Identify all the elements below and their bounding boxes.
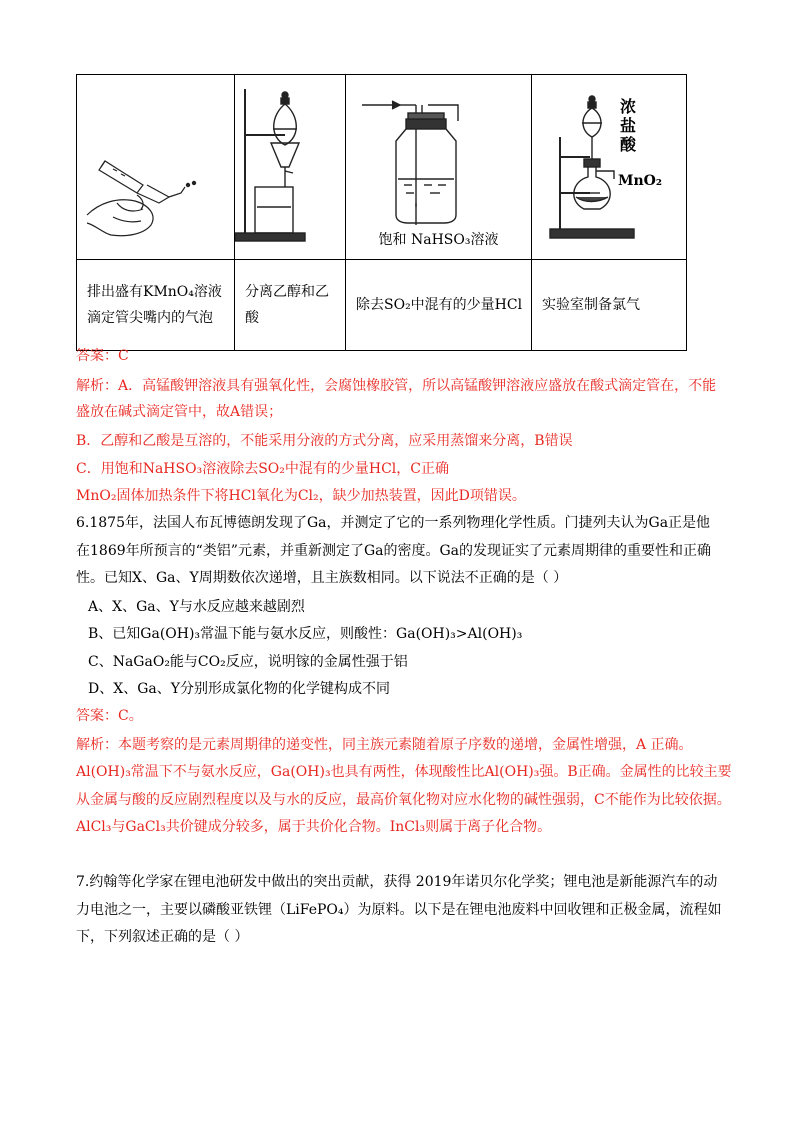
q7-stem-line-3: 下，下列叙述正确的是（ ） bbox=[76, 929, 249, 945]
q5-analysis-line-3: B．乙醇和乙酸是互溶的，不能采用分液的方式分离，应采用蒸馏来分离，B错误 bbox=[76, 433, 573, 449]
q6-stem-line-2: 在1869年所预言的“类铝”元素，并重新测定了Ga的密度。Ga的发现证实了元素周期律的重要性和正确 bbox=[76, 543, 712, 559]
apparatus-descriptions-row bbox=[77, 260, 687, 351]
figure-separatory-funnel-cell bbox=[235, 75, 346, 260]
q6-analysis-line-2: Al(OH)₃常温下不与氨水反应，Ga(OH)₃也具有两性，体现酸性比Al(OH)₃强。B正确。金属性的比较主要 bbox=[76, 764, 732, 780]
q5-analysis-line-5: MnO₂固体加热条件下将HCl氧化为Cl₂，缺少加热装置，因此D项错误。 bbox=[76, 488, 526, 504]
description-cell-2: 分离乙醇和乙酸 bbox=[235, 260, 346, 351]
q6-analysis-line-4: AlCl₃与GaCl₃共价键成分较多，属于共价化合物。InCl₃则属于离子化合物。 bbox=[76, 819, 552, 835]
q6-stem-line-1: 6.1875年，法国人布瓦博德朗发现了Ga，并测定了它的一系列物理化学性质。门捷列夫认为Ga正是他 bbox=[76, 515, 711, 531]
figure-chlorine-apparatus-cell bbox=[532, 75, 687, 260]
hydrochloric-acid-label: 浓盐酸 bbox=[620, 97, 637, 154]
q6-answer: 答案：C。 bbox=[76, 708, 143, 724]
q6-analysis-line-3: 从金属与酸的反应剧烈程度以及与水的反应，最高价氧化物对应水化物的碱性强弱，C不能作为比较依据。 bbox=[76, 792, 731, 808]
q6-stem-line-3: 性。已知X、Ga、Y周期数依次递增，且主族数相同。以下说法不正确的是（ ） bbox=[76, 570, 568, 586]
figure-caption: 饱和 NaHSO₃溶液 bbox=[378, 232, 499, 248]
q5-analysis-line-1: 解析：A．高锰酸钾溶液具有强氧化性，会腐蚀橡胶管，所以高锰酸钾溶液应盛放在酸式滴定管在，不能 bbox=[76, 378, 717, 394]
description-cell-3: 除去SO₂中混有的少量HCl bbox=[346, 260, 532, 351]
apparatus-table bbox=[76, 74, 687, 351]
apparatus-figures-row bbox=[77, 75, 687, 260]
q7-stem-line-2: 力电池之一，主要以磷酸亚铁锂（LiFePO₄）为原料。以下是在锂电池废料中回收锂和正极金属，流程如 bbox=[76, 902, 722, 918]
q7-stem-line-1: 7.约翰等化学家在锂电池研发中做出的突出贡献，获得 2019年诺贝尔化学奖；锂电池是新能源汽车的动 bbox=[76, 874, 718, 890]
q6-option-d: D、X、Ga、Y分别形成氯化物的化学键构成不同 bbox=[88, 681, 390, 697]
q6-analysis-line-1: 解析：本题考察的是元素周期律的递变性，同主族元素随着原子序数的递增，金属性增强，A 正确。 bbox=[76, 737, 693, 753]
description-cell-1: 排出盛有KMnO₄溶液滴定管尖嘴内的气泡 bbox=[77, 260, 235, 351]
mno2-label: MnO₂ bbox=[618, 173, 663, 189]
q5-analysis-line-2: 盛放在碱式滴定管中，故A错误； bbox=[76, 404, 283, 420]
description-cell-4: 实验室制备氯气 bbox=[532, 260, 687, 351]
chlorine-apparatus-figure bbox=[532, 75, 686, 259]
q6-option-a: A、X、Ga、Y与水反应越来越剧烈 bbox=[88, 599, 305, 615]
burette-hand-figure bbox=[77, 75, 234, 259]
separatory-funnel-figure bbox=[235, 75, 345, 259]
figure-gas-washing-bottle-cell bbox=[346, 75, 532, 260]
figure-burette-cell bbox=[77, 75, 235, 260]
q6-option-b: B、已知Ga(OH)₃常温下能与氨水反应，则酸性：Ga(OH)₃>Al(OH)₃ bbox=[88, 626, 523, 642]
q5-answer: 答案：C bbox=[76, 348, 129, 364]
q5-analysis-line-4: C．用饱和NaHSO₃溶液除去SO₂中混有的少量HCl，C正确 bbox=[76, 461, 449, 477]
q6-option-c: C、NaGaO₂能与CO₂反应，说明镓的金属性强于铝 bbox=[88, 654, 408, 670]
